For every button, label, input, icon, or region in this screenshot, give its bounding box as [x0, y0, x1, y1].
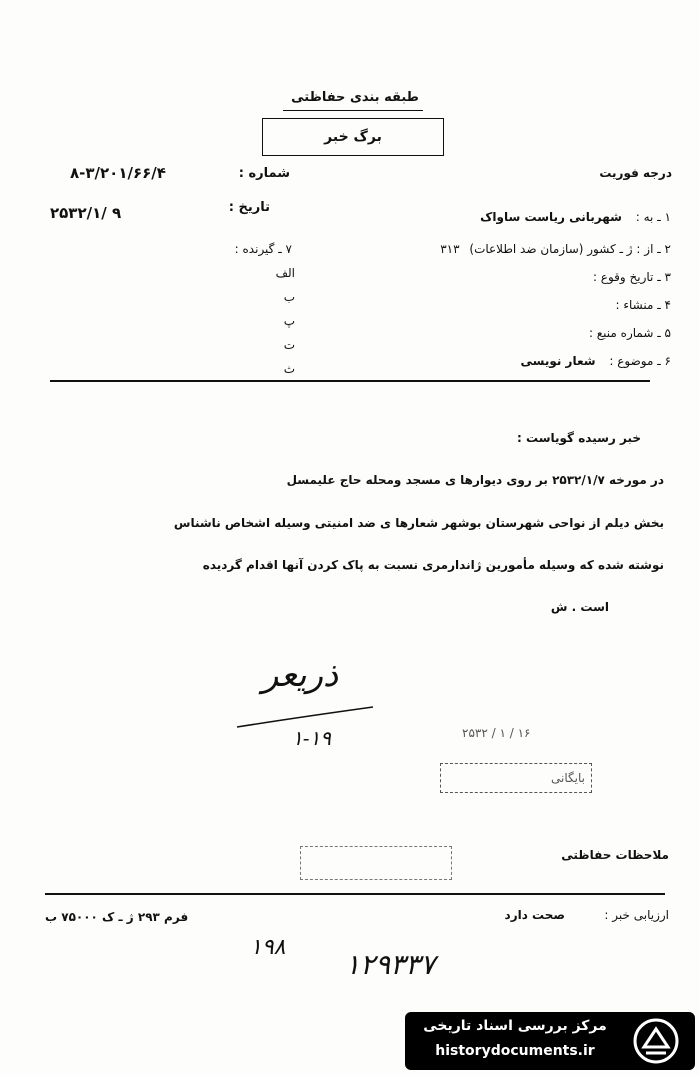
number-label: شماره :	[238, 166, 290, 181]
urgency-label: درجه فوریت	[599, 166, 672, 180]
evaluation-value: صحت دارد	[504, 908, 565, 922]
classification-underline	[283, 110, 423, 111]
archive-stamp	[440, 763, 592, 793]
salutation: خبر رسیده گویاست :	[517, 431, 641, 445]
field-label-6: ۶ ـ موضوع :	[609, 354, 671, 368]
field-label-3: ۳ ـ تاریخ وقوع :	[592, 270, 671, 284]
body-line-3: نوشته شده که وسیله مأمورین ژاندارمری نسبت به پاک کردن آنها اقدام گردیده	[202, 558, 664, 572]
remarks-label: ملاحظات حفاظتی	[561, 848, 669, 862]
form-code: فرم ۲۹۳ ژ ـ ک ۷۵۰۰۰ ب	[45, 910, 189, 924]
signature: ذریعر	[262, 655, 339, 695]
field-row-3	[291, 270, 671, 292]
body-line-1: در مورخه ۲۵۳۲/۱/۷ بر روی دیوارها ی مسجد ومحله حاج علیمسل	[286, 473, 664, 487]
watermark-name: مرکز بررسی اسناد تاریخی	[423, 1018, 607, 1034]
field-row-6	[291, 354, 671, 376]
date-value: ۲۵۳۲/۱/ ۹	[50, 204, 122, 222]
recipient-letter-2: ب	[283, 290, 295, 304]
body-line-2: بخش دیلم از نواحی شهرستان بوشهر شعارها ی ضد امنیتی وسیله اشخاص ناشناس	[173, 516, 664, 530]
recipient-letter-1: الف	[275, 266, 295, 280]
recipient-letter-4: ت	[283, 338, 295, 352]
field-value-6: شعار نویسی	[520, 354, 596, 368]
stamp-text: بایگانی	[551, 771, 585, 785]
field-row-4	[291, 298, 671, 320]
signature-date: ۱-۱۹	[292, 726, 331, 750]
recipient-label: ۷ ـ گیرنده :	[234, 242, 292, 256]
header-divider	[50, 380, 650, 382]
watermark-url: historydocuments.ir	[435, 1043, 595, 1059]
footer-divider	[45, 893, 665, 895]
field-row-1	[291, 210, 671, 232]
stamp-date: ۲۵۳۲ / ۱ / ۱۶	[462, 726, 531, 740]
remarks-stamp	[300, 846, 452, 880]
field-label-2: ۲ ـ از : ژ ـ کشور (سازمان ضد اطلاعات)	[469, 242, 671, 256]
form-title-box	[262, 118, 444, 156]
archive-number-right: ۱۲۹۳۳۷	[345, 948, 436, 981]
field-row-5	[291, 326, 671, 348]
field-label-4: ۴ ـ منشاء :	[615, 298, 671, 312]
field-label-1: ۱ ـ به :	[635, 210, 671, 224]
field-row-2	[291, 242, 671, 264]
archive-number-left: ۱۹۸	[250, 935, 286, 960]
date-label: تاریخ :	[228, 200, 270, 215]
number-value: ۸-۳/۲۰۱/۶۶/۴	[70, 164, 166, 182]
field-value-2: ۳۱۳	[440, 242, 460, 256]
field-value-1: شهربانی ریاست ساواک	[480, 210, 622, 224]
recipient-letter-5: ث	[283, 362, 295, 376]
body-line-4: است . ش	[550, 600, 609, 614]
classification-heading: طبقه بندی حفاظتی	[291, 90, 419, 105]
field-label-5: ۵ ـ شماره منبع :	[588, 326, 671, 340]
recipient-letter-3: پ	[283, 314, 295, 328]
evaluation-label: ارزیابی خبر :	[604, 908, 669, 922]
form-title: برگ خبر	[324, 129, 382, 145]
archive-logo-icon	[632, 1017, 680, 1065]
